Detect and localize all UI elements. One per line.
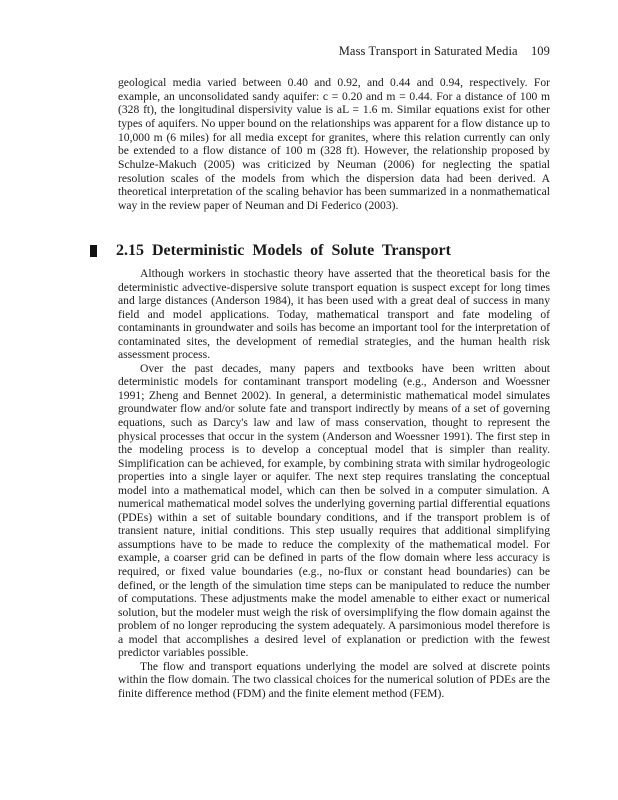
section-body bbox=[118, 267, 550, 701]
section-heading bbox=[90, 240, 550, 262]
section-number: 2.15 bbox=[116, 242, 144, 259]
body-paragraph-1: Although workers in stochastic theory have asserted that the theoretical basis for the deterministic advective-dispersive solute transport equation is suspect except for long times and large distances (Anderson 1984), it has been used with a great deal of success in many field and model applications. Today, mathematical transport and fate modeling of contaminants in groundwater and soils has become an important tool for the interpretation of contaminated sites, the development of remedial strategies, and the human health risk assessment process. bbox=[118, 267, 550, 362]
running-title: Mass Transport in Saturated Media bbox=[338, 44, 518, 58]
running-header bbox=[118, 44, 550, 59]
body-paragraph-3: The flow and transport equations underlying the model are solved at discrete points within the flow domain. The two classical choices for the numerical solution of PDEs are the finite difference method (FDM) and the finite element method (FEM). bbox=[118, 659, 550, 700]
page-number: 109 bbox=[530, 44, 550, 58]
intro-paragraph: geological media varied between 0.40 and 0.92, and 0.44 and 0.94, respectively. For example, an unconsolidated sandy aquifer: c = 0.20 and m = 0.44. For a distance of 100 m (328 ft), the longitudinal dispersivity value is aL = 1.6 m. Similar equations exist for other types of aquifers. No upper bound on the relationships was apparent for a flow distance up to 10,000 m (6 miles) for all media except for granites, where this relation currently can only be extended to a flow distance of 100 m (328 ft). However, the relationship proposed by Schulze-Makuch (2005) was criticized by Neuman (2006) for neglecting the spatial resolution scales of the models from which the dispersion data had been derived. A theoretical interpretation of the scaling behavior has been summarized in a nonmathematical way in the review paper of Neuman and Di Federico (2003). bbox=[118, 76, 550, 212]
section-marker bbox=[90, 245, 97, 257]
section-title: Deterministic Models of Solute Transport bbox=[152, 242, 451, 259]
intro-text-block bbox=[118, 76, 550, 213]
body-paragraph-2: Over the past decades, many papers and textbooks have been written about deterministic models for contaminant transport modeling (e.g., Anderson and Woessner 1991; Zheng and Bennet 2002). In general, a deterministic mathematical model simulates groundwater flow and/or solute fate and transport indirectly by means of a set of governing equations, such as Darcy's law and law of mass conservation, thought to represent the physical processes that occur in the system (Anderson and Woessner 1991). The first step in the modeling process is to develop a conceptual model that is simpler than reality. Simplification can be achieved, for example, by combining strata with similar hydrogeologic properties into a single layer or aquifer. The next step requires translating the conceptual model into a mathematical model, which can then be solved in a computer simulation. A numerical mathematical model solves the underlying governing partial differential equations (PDEs) within a set of suitable boundary conditions, and if the transport problem is of transient nature, initial conditions. This step usually requires that additional simplifying assumptions have to be made to reduce the complexity of the mathematical model. For example, a coarser grid can be defined in parts of the flow domain where less accuracy is required, or fixed value boundaries (e.g., no-flux or constant head boundaries) can be defined, or the length of the simulation time steps can be manipulated to reduce the number of computations. These adjustments make the model amenable to either exact or numerical solution, but the modeler must weigh the risk of oversimplifying the flow domain against the problem of no longer reproducing the system adequately. A parsimonious model therefore is a model that accomplishes a desired level of explanation or prediction with the fewest predictor variables possible. bbox=[118, 361, 550, 660]
